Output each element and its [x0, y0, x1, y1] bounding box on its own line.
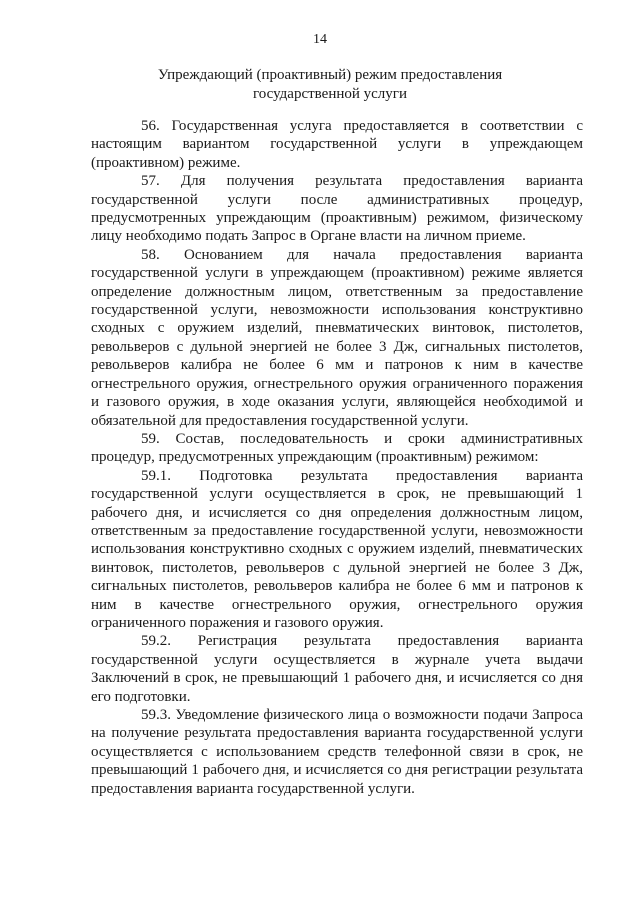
paragraph-59-3: 59.3. Уведомление физического лица о возможности подачи Запроса на получение результата предоставления варианта государственной услуги осуществляется с использованием средств телефонной связи в срок, не превышающий 1 рабочего дня, и исчисляется со дня регистрации результата предоставления варианта государственной услуги. — [91, 707, 583, 797]
document-body — [91, 117, 583, 798]
paragraph-56: 56. Государственная услуга предоставляется в соответствии с настоящим вариантом государственной услуги в упреждающем (проактивном) режиме. — [91, 118, 583, 171]
section-heading-line-2: государственной услуги — [253, 86, 407, 102]
paragraph-59: 59. Состав, последовательность и сроки административных процедур, предусмотренных упреждающим (проактивным) режимом: — [91, 430, 583, 466]
section-heading-line-1: Упреждающий (проактивный) режим предоставления — [157, 67, 503, 83]
paragraph-59-2: 59.2. Регистрация результата предоставления варианта государственной услуги осуществляется в журнале учета выдачи Заключений в срок, не превышающий 1 рабочего дня, и исчисляется со дня его подготовки. — [91, 633, 583, 705]
paragraph-59-1: 59.1. Подготовка результата предоставления варианта государственной услуги осуществляется в срок, не превышающий 1 рабочего дня, и исчисляется со дня определения должностным лицом, ответственным за предоставление государственной услуги, невозможности использования конструктивно сходных с оружием изделий, пневматических винтовок, пистолетов, револьверов с дульной энергией не более 3 Дж, сигнальных пистолетов, револьверов калибра не более 6 мм и патронов к ним в качестве огнестрельного оружия, огнестрельного оружия ограниченного поражения и газового оружия. — [91, 467, 583, 631]
paragraph-58: 58. Основанием для начала предоставления варианта государственной услуги в упреждающем (проактивном) режиме является определение должностным лицом, ответственным за предоставление государственной услуги, невозможности использования конструктивно сходных с оружием изделий, пневматических винтовок, пистолетов, револьверов с дульной энергией не более 3 Дж, сигнальных пистолетов, револьверов калибра не более 6 мм и патронов к ним в качестве огнестрельного оружия, огнестрельного оружия ограниченного поражения и газового оружия, в ходе оказания услуги, являющейся необходимой и обязательной для предоставления государственной услуги. — [91, 246, 583, 429]
paragraph-57: 57. Для получения результата предоставления варианта государственной услуги после административных процедур, предусмотренных упреждающим (проактивным) режимом, физическому лицу необходимо подать Запрос в Органе власти на личном приеме. — [91, 173, 583, 245]
page-number: 14 — [313, 32, 327, 47]
section-heading — [120, 66, 540, 104]
